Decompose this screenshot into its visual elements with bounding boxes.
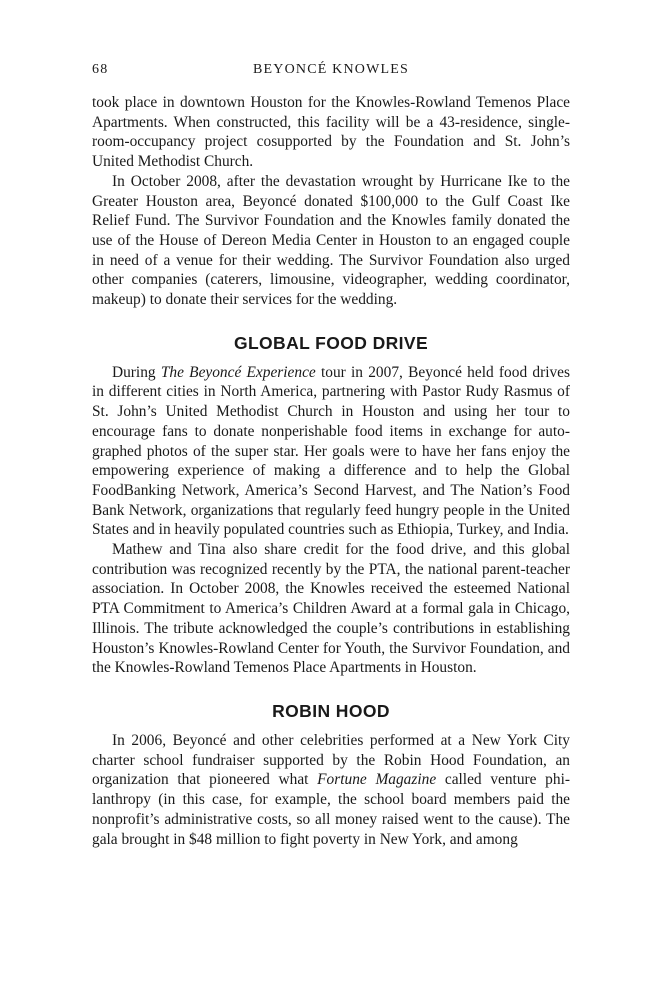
book-page <box>92 62 570 849</box>
magazine-title: Fortune Magazine <box>317 771 437 789</box>
running-title: BEYONCÉ KNOWLES <box>252 62 410 77</box>
food-drive-paragraph-1: During The Beyoncé Experience tour in 2007, Beyoncé held food drives in different cities in North America, partnering with Pastor Rudy Rasmus of St. John’s United Methodist Church in Houston and using her tour to encourage fans to donate nonperishable food items in exchange for autographed photos of the super star. Her goals were to have her fans enjoy the empowering experience of making a difference and to help the Global FoodBanking Network, America’s Second Harvest, and The Nation’s Food Bank Network, organizations that regularly feed hungry people in the United States and in heavily populated countries such as Ethiopia, Turkey, and India. <box>92 363 570 539</box>
running-header <box>92 62 570 86</box>
intro-paragraph-continued: took place in downtown Houston for the Knowles-Rowland Temenos Place Apartments. When constructed, this facility will be a 43-residence, single-room-occupancy project cosupported by the Foundation and St. John’s United Methodist Church. <box>92 94 570 171</box>
tour-title: The Beyoncé Experience <box>160 363 316 381</box>
robin-hood-paragraph-1: In 2006, Beyoncé and other celebrities performed at a New York City charter school fundraiser supported by the Robin Hood Foundation, an organization that pioneered what Fortune Magazine called venture philanthropy (in this case, for example, the school board members paid the nonprofit’s administrative costs, so all money raised went to the cause). The gala brought in $48 million to fight poverty in New York, and among <box>92 731 570 848</box>
section-heading-global-food-drive: GLOBAL FOOD DRIVE <box>233 332 429 353</box>
intro-paragraph-hurricane-ike: In October 2008, after the devastation wrought by Hurricane Ike to the Greater Houston area, Beyoncé donated $100,000 to the Gulf Coast Ike Relief Fund. The Survivor Foundation and the Knowles family donated the use of the House of Dereon Media Center in Houston to an engaged couple in need of a venue for their wedding. The Survivor Foundation also urged other companies (caterers, limousine, videographer, wedding coordinator, makeup) to donate their services for the wedding. <box>92 172 570 309</box>
food-drive-paragraph-2: Mathew and Tina also share credit for the food drive, and this global contribution was recognized recently by the PTA, the national parent-teacher association. In October 2008, the Knowles received the esteemed National PTA Commitment to America’s Children Award at a formal gala in Chicago, Illinois. The tribute acknowledged the couple’s contributions in establishing Houston’s Knowles-Rowland Center for Youth, the Survivor Foundation, and the Knowles-Rowland Temenos Place Apartments in Houston. <box>92 541 570 677</box>
section-heading-robin-hood: ROBIN HOOD <box>272 700 390 721</box>
page-number: 68 <box>92 62 109 77</box>
body-text <box>92 93 570 849</box>
